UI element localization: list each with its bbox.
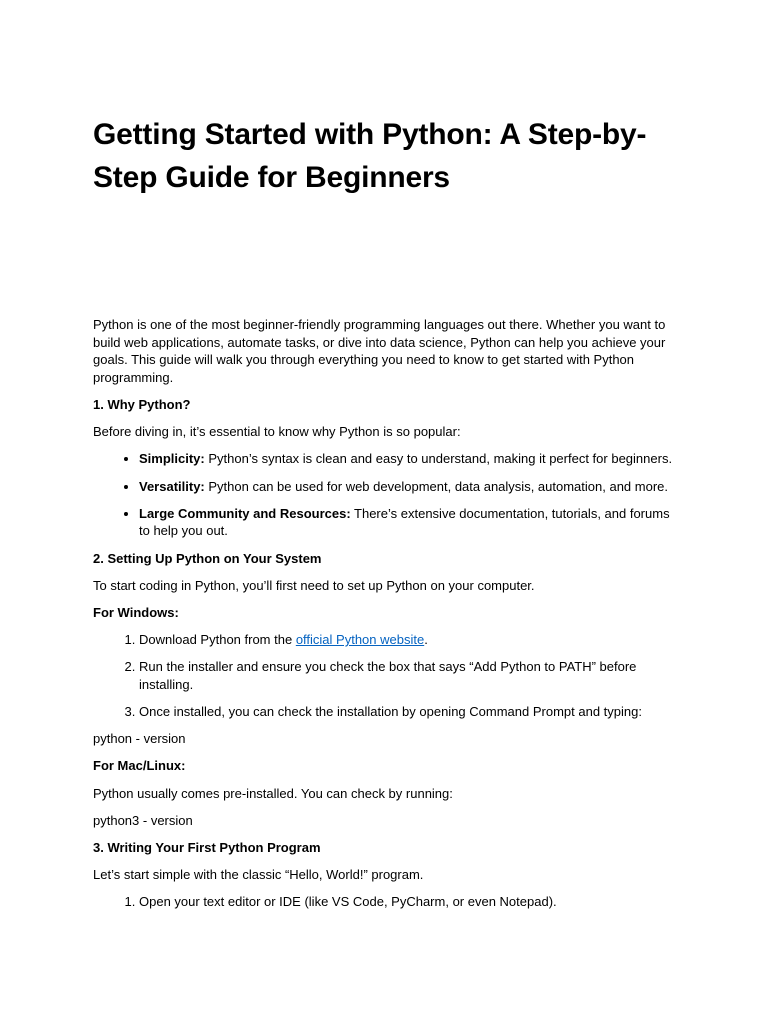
document-title: Getting Started with Python: A Step-by-Step Guide for Beginners: [93, 118, 647, 194]
mac-heading: [93, 757, 683, 775]
list-item: [139, 505, 683, 540]
section-heading-text: 1. Why Python?: [93, 396, 191, 412]
bullet-label: Large Community and Resources:: [139, 505, 351, 521]
first-program-lead: Let’s start simple with the classic “Hello, World!” program.: [93, 867, 424, 883]
mac-command: python3 - version: [93, 812, 193, 828]
section-heading-setup: [93, 550, 683, 568]
list-item: 3. Once installed, you can check the installation by opening Command Prompt and typing:: [139, 703, 683, 721]
setup-lead: To start coding in Python, you’ll first need to set up Python on your computer.: [93, 577, 535, 593]
bullet-text: There’s extensive documentation, tutorials, and forums to help you out.: [139, 505, 670, 539]
list-item: 1. Open your text editor or IDE (like VS Code, PyCharm, or even Notepad).: [139, 893, 683, 911]
list-item: [139, 478, 683, 496]
step-text-suffix: .: [424, 632, 428, 648]
intro-paragraph: Python is one of the most beginner-friendly programming languages out there. Whether you want to build web applications, automate tasks, or dive into data science, Python can help you achieve your goals. This guide will walk you through everything you need to know to get started with Python programming.: [93, 317, 666, 385]
mac-lead: Python usually comes pre-installed. You can check by running:: [93, 785, 453, 801]
bullet-label: Versatility:: [139, 478, 205, 494]
first-program-steps-list: [93, 893, 683, 911]
bullet-label: Simplicity:: [139, 451, 205, 467]
why-python-lead: Before diving in, it’s essential to know why Python is so popular:: [93, 424, 461, 440]
windows-steps-list: [93, 631, 683, 721]
why-python-list: [93, 450, 683, 540]
list-item: [139, 631, 683, 649]
official-python-website-link[interactable]: official Python website: [295, 632, 425, 648]
list-item: [139, 450, 683, 468]
windows-heading: [93, 604, 683, 622]
step-text: Download Python from the: [139, 632, 296, 648]
subheading-text: For Windows:: [93, 604, 179, 620]
windows-command: python - version: [93, 731, 186, 747]
subheading-text: For Mac/Linux:: [93, 758, 186, 774]
section-heading-text: 2. Setting Up Python on Your System: [93, 550, 322, 566]
bullet-text: Python can be used for web development, data analysis, automation, and more.: [204, 478, 668, 494]
list-item: 2. Run the installer and ensure you check the box that says “Add Python to PATH” before installing.: [139, 658, 683, 693]
bullet-text: Python’s syntax is clean and easy to understand, making it perfect for beginners.: [204, 451, 673, 467]
section-heading-first-program: [93, 839, 683, 857]
section-heading-why-python: [93, 396, 683, 414]
section-heading-text: 3. Writing Your First Python Program: [93, 839, 321, 855]
document-body: [93, 316, 683, 921]
